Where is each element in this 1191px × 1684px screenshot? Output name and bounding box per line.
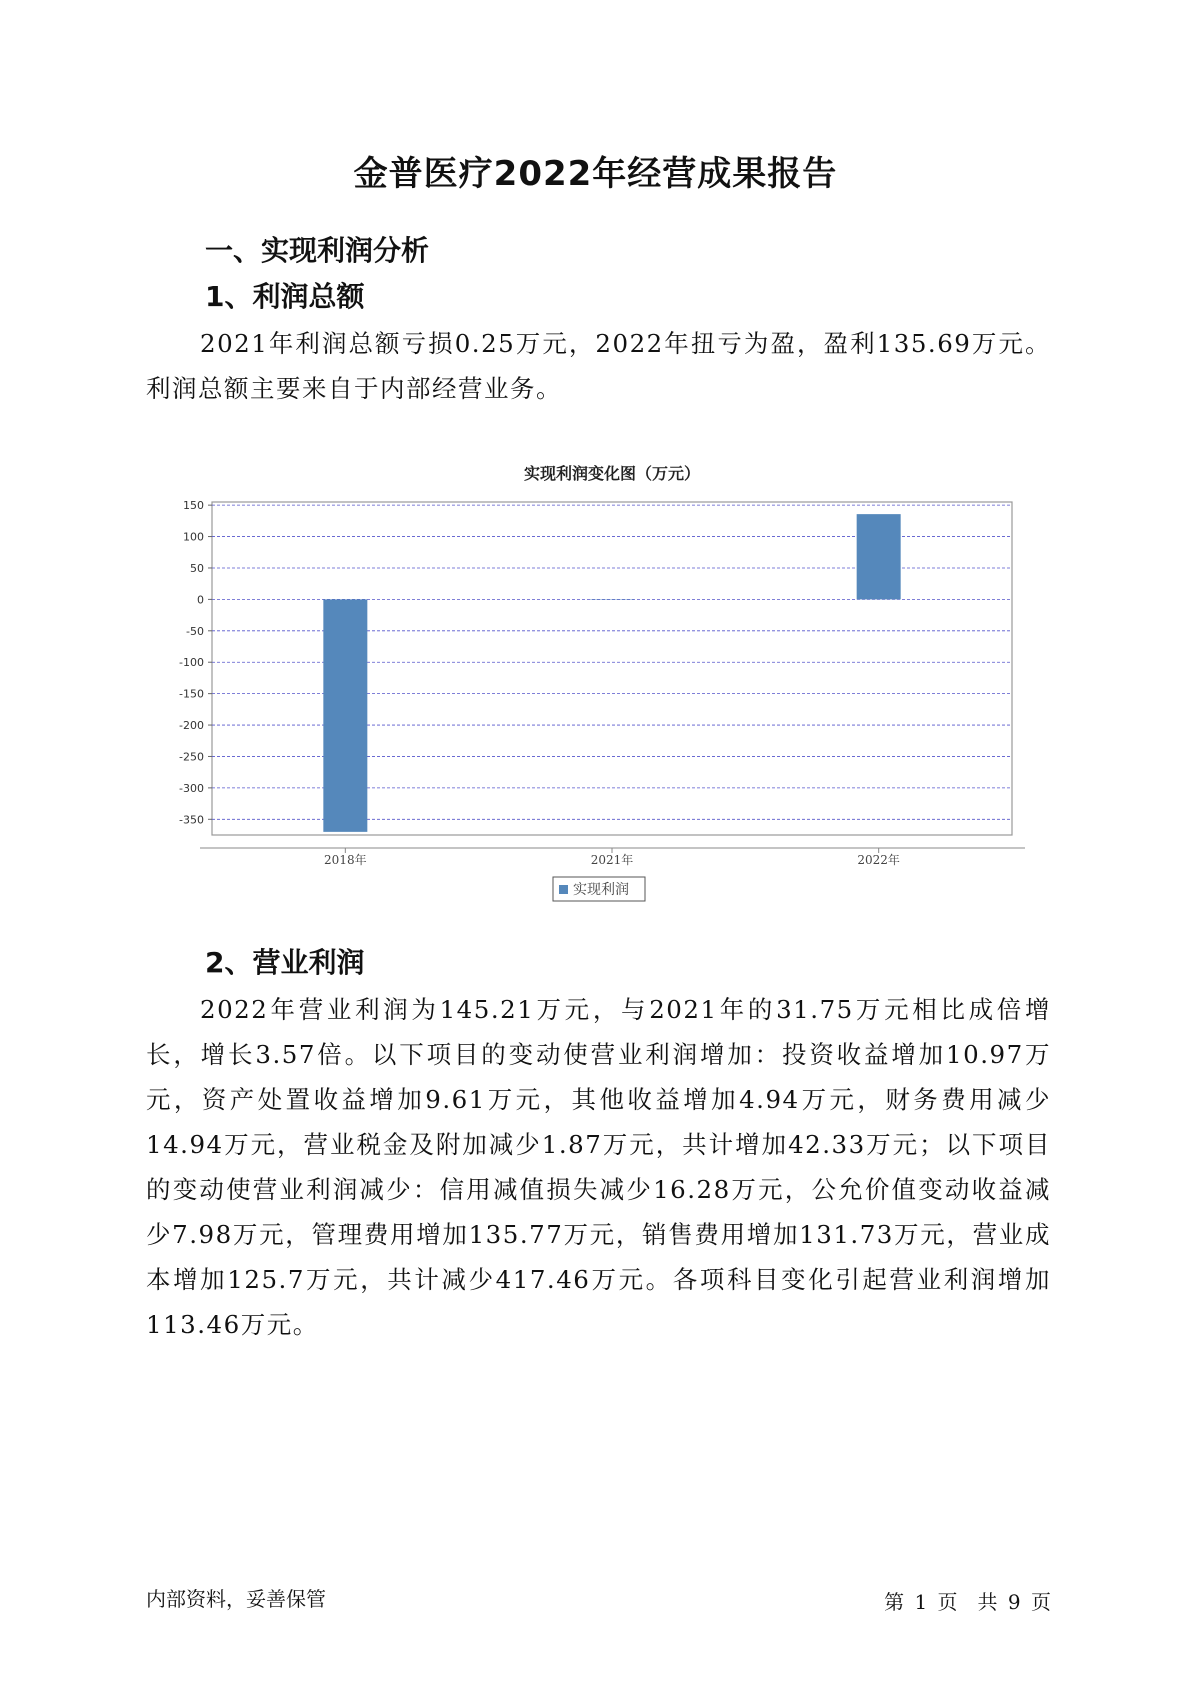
footer-page-number: 第 1 页 共 9 页 — [884, 1590, 1051, 1614]
chart-y-tick-label: -250 — [179, 750, 204, 764]
chart-y-tick-label: 50 — [190, 561, 204, 575]
chart-x-tick-label: 2018年 — [324, 853, 367, 867]
chart-x-tick-label: 2022年 — [857, 853, 900, 867]
total-profit-paragraph: 2021年利润总额亏损0.25万元，2022年扭亏为盈，盈利135.69万元。利润总额主要来自于内部经营业务。 — [146, 329, 1051, 403]
subheading-operating-profit: 2、营业利润 — [205, 946, 365, 979]
chart-y-tick-label: -300 — [179, 781, 204, 795]
chart-y-tick-label: -200 — [179, 719, 204, 733]
chart-bar — [857, 514, 901, 599]
chart-y-tick-label: -150 — [179, 687, 204, 701]
chart-y-tick-label: 100 — [183, 530, 204, 544]
profit-chart — [160, 455, 1040, 905]
operating-profit-paragraph: 2022年营业利润为145.21万元，与2021年的31.75万元相比成倍增长，增长3.57倍。以下项目的变动使营业利润增加：投资收益增加10.97万元，资产处置收益增加9.61万元，其他收益增加4.94万元，财务费用减少14.94万元，营业税金及附加减少1.87万元，共计增加42.33万元；以下项目的变动使营业利润减少：信用减值损失减少16.28万元，公允价值变动收益减少7.98万元，管理费用增加135.77万元，销售费用增加131.73万元，营业成本增加125.7万元，共计减少417.46万元。各项科目变化引起营业利润增加113.46万元。 — [146, 995, 1051, 1339]
chart-y-tick-label: -350 — [179, 813, 204, 827]
profit-chart-svg — [160, 455, 1040, 905]
chart-legend-label: 实现利润 — [573, 882, 629, 898]
footer-confidential-note: 内部资料，妥善保管 — [146, 1587, 326, 1611]
chart-y-tick-label: 0 — [197, 593, 204, 607]
chart-title: 实现利润变化图（万元） — [523, 464, 701, 483]
chart-y-tick-label: -50 — [186, 624, 204, 638]
chart-legend-swatch — [559, 885, 568, 894]
subheading-total-profit: 1、利润总额 — [205, 280, 365, 313]
section-heading-profit-analysis: 一、实现利润分析 — [205, 234, 430, 267]
chart-y-tick-label: -100 — [179, 656, 204, 670]
report-title: 金普医疗2022年经营成果报告 — [353, 154, 838, 194]
chart-bar — [323, 599, 367, 831]
chart-y-tick-label: 150 — [183, 499, 204, 513]
chart-x-tick-label: 2021年 — [590, 853, 634, 867]
